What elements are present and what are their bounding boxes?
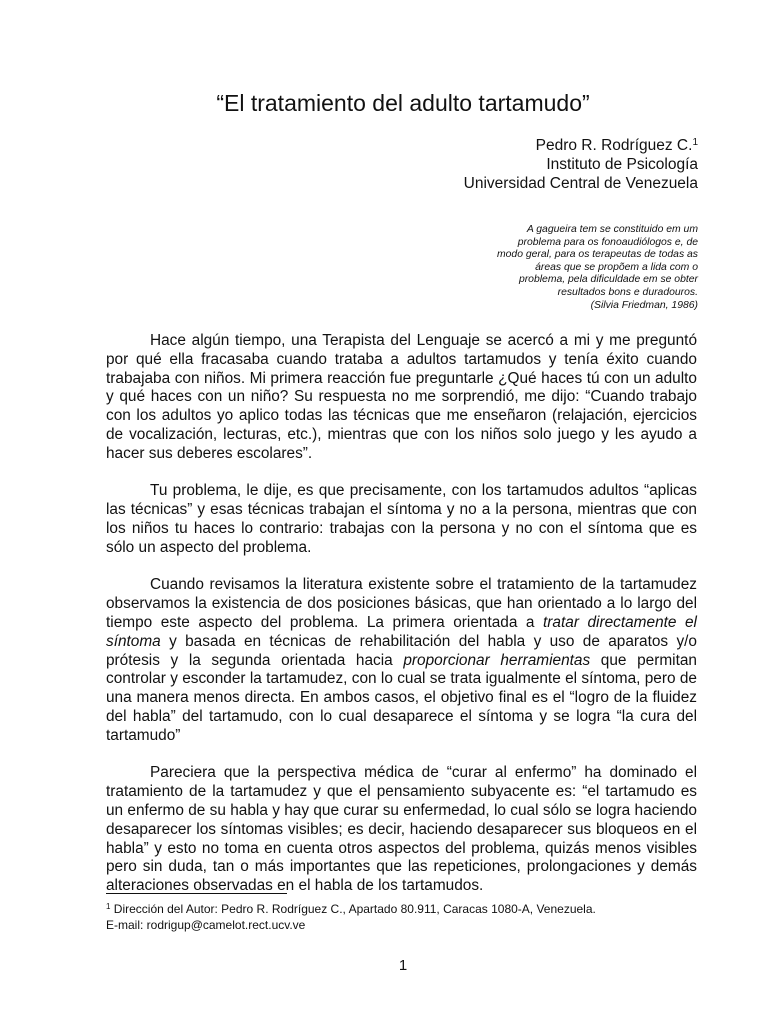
author-name: Pedro R. Rodríguez C. — [535, 137, 693, 154]
paragraph-1: Hace algún tiempo, una Terapista del Lenguaje se acercó a mi y me preguntó por qué ella fracasaba cuando trataba a adultos tartamudos y tenía éxito cuando trabajaba con niños. Mi primera reacción fue preguntarle ¿Qué haces tú con un adulto y qué haces con un niño? Su respuesta no me sorprendió, me dijo: “Cuando trabajo con los adultos yo aplico todas las técnicas que me enseñaron (relajación, ejercicios de vocalización, lecturas, etc.), mientras que con los niños solo juego y les ayudo a hacer sus deberes escolares”. — [106, 332, 697, 462]
paragraph-3-text: y basada en técnicas de rehabilitación del habla y uso de aparatos y/o prótesis y la segunda orientada hacia — [106, 632, 697, 669]
epigraph-line: áreas que se propõem a lida com o — [535, 261, 698, 273]
epigraph-line: problema, pela dificuldade em se obter — [518, 274, 698, 286]
epigraph-source: (Silvia Friedman, 1986) — [590, 299, 698, 311]
paragraph-3-emphasis: tratar directamente el síntoma — [106, 613, 697, 650]
author-name-line — [464, 136, 698, 155]
epigraph — [458, 224, 698, 312]
epigraph-line: resultados bons e duradouros. — [557, 286, 698, 298]
author-university: Universidad Central de Venezuela — [463, 175, 698, 192]
footnote-address — [106, 901, 706, 917]
paragraph-3-text: Cuando revisamos la literatura existente sobre el tratamiento de la tartamudez observamos la existencia de dos posiciones básicas, que han orientado a lo largo del tiempo este aspecto del problema. La primera orientada a — [106, 576, 697, 631]
footnote-address-text: Dirección del Autor: Pedro R. Rodríguez C., Apartado 80.911, Caracas 1080-A, Venezuela. — [110, 902, 596, 916]
paragraph-3-emphasis: proporcionar herramientas — [403, 651, 591, 669]
page-number: 1 — [398, 957, 408, 974]
footnote — [106, 901, 706, 933]
paragraph-3 — [106, 576, 697, 745]
paragraph-3-text: que permitan controlar y esconder la tartamudez, con lo cual se trata igualmente el síntoma, pero de una manera menos directa. En ambos casos, el objetivo final es el “logro de la fluidez del habla” del tartamudo, con lo cual desaparece el síntoma y se logra “la cura del tartamudo” — [106, 651, 697, 744]
body-text — [106, 332, 697, 915]
footnote-email: E-mail: rodrigup@camelot.rect.ucv.ve — [106, 918, 306, 932]
paragraph-4: Pareciera que la perspectiva médica de “curar al enfermo” ha dominado el tratamiento de la tartamudez y que el pensamiento subyacente es: “el tartamudo es un enfermo de su habla y hay que curar su enfermedad, lo cual sólo se logra haciendo desaparecer los síntomas visibles; es decir, haciendo desaparecer sus bloqueos en el habla” y esto no toma en cuenta otros aspectos del problema, quizás menos visibles pero sin duda, tan o más importantes que las repeticiones, prolongaciones y demás alteraciones observadas en el habla de los tartamudos. — [106, 764, 697, 895]
author-institute: Instituto de Psicología — [546, 156, 698, 173]
epigraph-line: A gagueira tem se constituido em um — [526, 224, 698, 235]
author-block — [464, 136, 698, 193]
paragraph-2: Tu problema, le dije, es que precisamente, con los tartamudos adultos “aplicas las técnicas” y esas técnicas trabajan el síntoma y no a la persona, mientras que con los niños tu haces lo contrario: trabajas con la persona y no con el síntoma que es sólo un aspecto del problema. — [106, 482, 697, 556]
document-title: “El tratamiento del adulto tartamudo” — [216, 90, 590, 116]
author-footnote-marker: 1 — [692, 137, 698, 148]
epigraph-line: problema para os fonoaudiólogos e, de — [517, 236, 698, 248]
epigraph-line: modo geral, para os terapeutas de todas as — [496, 249, 698, 261]
footnote-divider — [106, 893, 287, 894]
footnote-marker: 1 — [106, 902, 111, 911]
